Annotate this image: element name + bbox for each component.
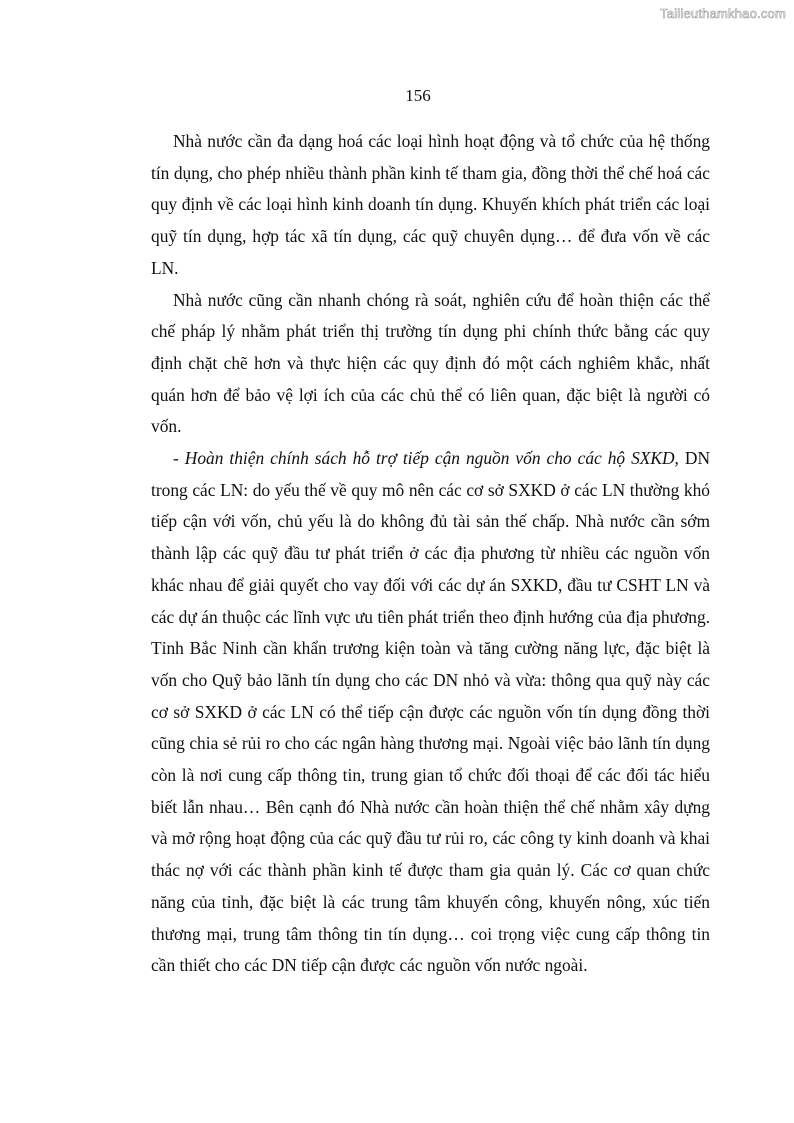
page-number: 156: [405, 86, 431, 105]
paragraph-capital-access: [151, 443, 710, 982]
paragraph-credit-system: Nhà nước cần đa dạng hoá các loại hình hoạt động và tổ chức của hệ thống tín dụng, cho phép nhiều thành phần kinh tế tham gia, đồng thời thể chế hoá các quy định về các loại hình kinh doanh tín dụng. Khuyến khích phát triển các loại quỹ tín dụng, hợp tác xã tín dụng, các quỹ chuyên dụng… để đưa vốn về các LN.: [151, 131, 710, 278]
section-lead-italic: - Hoàn thiện chính sách hỗ trợ tiếp cận nguồn vốn cho các hộ SXKD,: [173, 448, 679, 469]
document-body: [151, 126, 710, 982]
section-body-text: DN trong các LN: do yếu thế về quy mô nên các cơ sở SXKD ở các LN thường khó tiếp cận với vốn, chủ yếu là do không đủ tài sản thế chấp. Nhà nước cần sớm thành lập các quỹ đầu tư phát triển ở các địa phương từ nhiều các nguồn vốn khác nhau để giải quyết cho vay đối với các dự án SXKD, đầu tư CSHT LN và các dự án thuộc các lĩnh vực ưu tiên phát triển theo định hướng của địa phương. Tỉnh Bắc Ninh cần khẩn trương kiện toàn và tăng cường năng lực, đặc biệt là vốn cho Quỹ bảo lãnh tín dụng cho các DN nhỏ và vừa: thông qua quỹ này các cơ sở SXKD ở các LN có thể tiếp cận được các nguồn vốn tín dụng đồng thời cũng chia sẻ rủi ro cho các ngân hàng thương mại. Ngoài việc bảo lãnh tín dụng còn là nơi cung cấp thông tin, trung gian tổ chức đối thoại để các đối tác hiểu biết lẫn nhau… Bên cạnh đó Nhà nước cần hoàn thiện thể chế nhằm xây dựng và mở rộng hoạt động của các quỹ đầu tư rủi ro, các công ty kinh doanh và khai thác nợ với các thành phần kinh tế được tham gia quản lý. Các cơ quan chức năng của tỉnh, đặc biệt là các trung tâm khuyến công, khuyến nông, xúc tiến thương mại, trung tâm thông tin tín dụng… coi trọng việc cung cấp thông tin cần thiết cho các DN tiếp cận được các nguồn vốn nước ngoài.: [151, 448, 711, 976]
watermark: Tailieuthamkhao.com: [660, 6, 786, 21]
paragraph-legal-framework: Nhà nước cũng cần nhanh chóng rà soát, nghiên cứu để hoàn thiện các thể chế pháp lý nhằm phát triển thị trường tín dụng phi chính thức bằng các quy định chặt chẽ hơn và thực hiện các quy định đó một cách nghiêm khắc, nhất quán hơn để bảo vệ lợi ích của các chủ thể có liên quan, đặc biệt là người có vốn.: [151, 289, 710, 437]
